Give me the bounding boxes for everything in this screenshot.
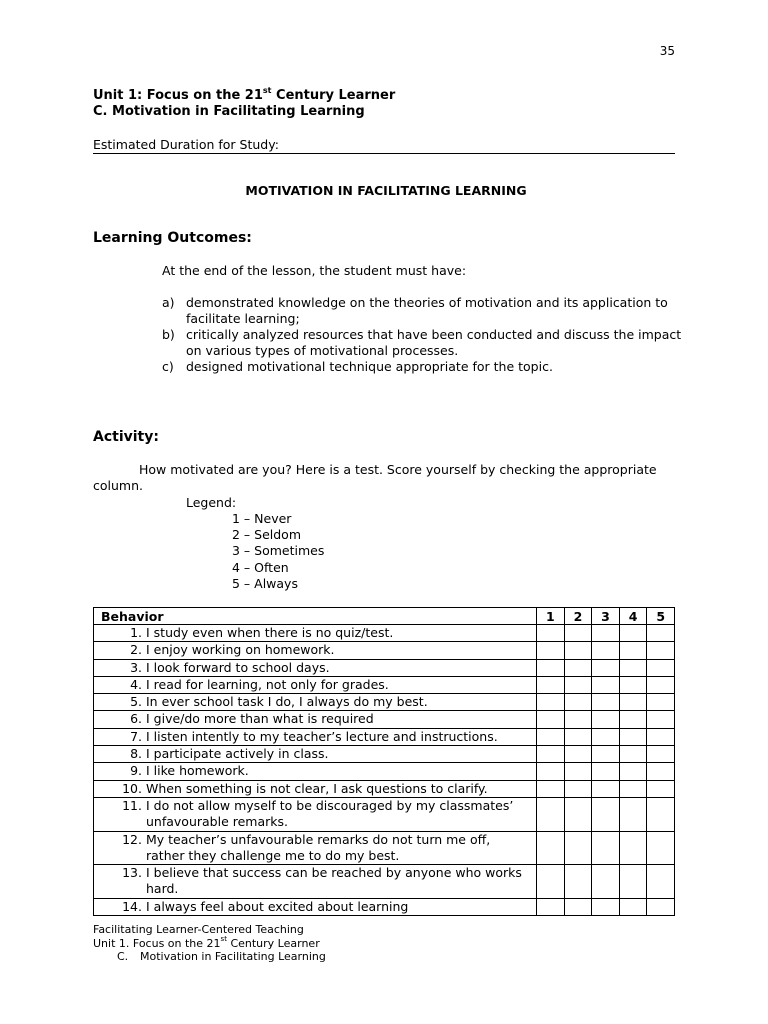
- behavior-cell: [94, 676, 537, 693]
- score-checkbox-cell[interactable]: [564, 898, 592, 915]
- score-checkbox-cell[interactable]: [592, 780, 620, 797]
- estimated-duration: Estimated Duration for Study:: [93, 137, 675, 154]
- behavior-text: I listen intently to my teacher’s lecture and instructions.: [146, 728, 498, 744]
- score-checkbox-cell[interactable]: [592, 746, 620, 763]
- table-header-row: [94, 608, 675, 625]
- behavior-cell: [94, 642, 537, 659]
- page-number: 35: [659, 44, 675, 58]
- score-checkbox-cell[interactable]: [619, 797, 647, 831]
- legend-list: [232, 511, 324, 592]
- outcome-text: designed motivational technique appropriate for the topic.: [186, 359, 553, 374]
- score-checkbox-cell[interactable]: [592, 898, 620, 915]
- behavior-cell: [94, 711, 537, 728]
- score-checkbox-cell[interactable]: [619, 865, 647, 899]
- behavior-cell: [94, 746, 537, 763]
- score-checkbox-cell[interactable]: [537, 659, 565, 676]
- score-checkbox-cell[interactable]: [647, 625, 675, 642]
- learning-outcomes-heading: Learning Outcomes:: [93, 230, 252, 246]
- score-checkbox-cell[interactable]: [592, 642, 620, 659]
- score-checkbox-cell[interactable]: [537, 865, 565, 899]
- table-row: [94, 728, 675, 745]
- behavior-number: 10.: [122, 780, 142, 796]
- behavior-number: 7.: [130, 728, 142, 744]
- score-checkbox-cell[interactable]: [564, 625, 592, 642]
- section-title: C. Motivation in Facilitating Learning: [93, 104, 365, 119]
- score-checkbox-cell[interactable]: [592, 865, 620, 899]
- learning-outcomes-list: [162, 295, 682, 375]
- outcome-marker: b): [162, 327, 175, 342]
- behavior-text: I enjoy working on homework.: [146, 642, 335, 658]
- score-checkbox-cell[interactable]: [619, 642, 647, 659]
- behavior-cell: [94, 797, 537, 831]
- score-checkbox-cell[interactable]: [647, 898, 675, 915]
- score-checkbox-cell[interactable]: [537, 676, 565, 693]
- score-checkbox-cell[interactable]: [592, 763, 620, 780]
- legend-item: 4 – Often: [232, 559, 289, 575]
- score-checkbox-cell[interactable]: [619, 746, 647, 763]
- score-checkbox-cell[interactable]: [592, 797, 620, 831]
- behavior-text: I read for learning, not only for grades.: [146, 676, 389, 692]
- score-checkbox-cell[interactable]: [619, 659, 647, 676]
- score-column-header: 5: [647, 608, 675, 625]
- behavior-cell: [94, 898, 537, 915]
- score-checkbox-cell[interactable]: [647, 659, 675, 676]
- score-checkbox-cell[interactable]: [537, 898, 565, 915]
- footer-section: C. Motivation in Facilitating Learning: [117, 950, 326, 963]
- score-column-header: 1: [537, 608, 565, 625]
- behavior-cell: [94, 831, 537, 865]
- score-checkbox-cell[interactable]: [619, 625, 647, 642]
- score-checkbox-cell[interactable]: [592, 831, 620, 865]
- score-checkbox-cell[interactable]: [537, 746, 565, 763]
- behavior-cell: [94, 763, 537, 780]
- score-checkbox-cell[interactable]: [619, 898, 647, 915]
- score-checkbox-cell[interactable]: [564, 865, 592, 899]
- behavior-text: My teacher’s unfavourable remarks do not turn me off, rather they challenge me to do my best.: [146, 831, 491, 863]
- table-row: [94, 642, 675, 659]
- score-checkbox-cell[interactable]: [537, 728, 565, 745]
- main-heading: MOTIVATION IN FACILITATING LEARNING: [245, 183, 527, 198]
- score-column-header: 3: [592, 608, 620, 625]
- behavior-column-header: Behavior: [94, 608, 537, 625]
- score-checkbox-cell[interactable]: [592, 659, 620, 676]
- page-footer: [93, 923, 326, 964]
- behavior-text: I believe that success can be reached by anyone who works hard.: [146, 865, 522, 897]
- behavior-cell: [94, 865, 537, 899]
- behavior-number: 1.: [130, 625, 142, 640]
- score-checkbox-cell[interactable]: [537, 694, 565, 711]
- score-checkbox-cell[interactable]: [537, 625, 565, 642]
- score-checkbox-cell[interactable]: [619, 780, 647, 797]
- score-checkbox-cell[interactable]: [564, 694, 592, 711]
- table-row: [94, 763, 675, 780]
- behavior-number: 4.: [130, 676, 142, 692]
- behavior-number: 6.: [130, 711, 142, 727]
- behavior-text: I participate actively in class.: [146, 746, 329, 762]
- legend-item: 2 – Seldom: [232, 527, 302, 543]
- behavior-text: I do not allow myself to be discouraged by my classmates’ unfavourable remarks.: [146, 797, 514, 830]
- table-row: [94, 797, 675, 831]
- legend-item: 1 – Never: [232, 511, 292, 526]
- score-checkbox-cell[interactable]: [647, 711, 675, 728]
- activity-heading: Activity:: [93, 429, 159, 445]
- score-checkbox-cell[interactable]: [564, 746, 592, 763]
- score-checkbox-cell[interactable]: [619, 763, 647, 780]
- legend-item: 3 – Sometimes: [232, 543, 325, 559]
- behavior-cell: [94, 659, 537, 676]
- score-checkbox-cell[interactable]: [647, 746, 675, 763]
- table-row: [94, 625, 675, 642]
- table-row: [94, 659, 675, 676]
- table-row: [94, 711, 675, 728]
- score-checkbox-cell[interactable]: [537, 831, 565, 865]
- table-row: [94, 746, 675, 763]
- score-checkbox-cell[interactable]: [619, 831, 647, 865]
- table-row: [94, 694, 675, 711]
- score-column-header: 4: [619, 608, 647, 625]
- score-checkbox-cell[interactable]: [564, 676, 592, 693]
- behavior-text: I always feel about excited about learning: [146, 898, 409, 914]
- learning-outcomes-intro: At the end of the lesson, the student must have:: [162, 263, 467, 278]
- score-checkbox-cell[interactable]: [564, 659, 592, 676]
- outcome-item: [162, 295, 682, 327]
- unit-title: Unit 1: Focus on the 21st Century Learner: [93, 85, 396, 103]
- behavior-cell: [94, 780, 537, 797]
- score-checkbox-cell[interactable]: [647, 642, 675, 659]
- score-checkbox-cell[interactable]: [619, 694, 647, 711]
- score-checkbox-cell[interactable]: [647, 676, 675, 693]
- behavior-number: 3.: [130, 659, 142, 675]
- score-checkbox-cell[interactable]: [647, 728, 675, 745]
- behavior-number: 14.: [122, 898, 142, 914]
- table-row: [94, 865, 675, 899]
- outcome-marker: a): [162, 295, 175, 310]
- score-checkbox-cell[interactable]: [647, 694, 675, 711]
- score-checkbox-cell[interactable]: [592, 694, 620, 711]
- legend-item: 5 – Always: [232, 575, 298, 591]
- score-checkbox-cell[interactable]: [564, 780, 592, 797]
- score-checkbox-cell[interactable]: [537, 763, 565, 780]
- score-checkbox-cell[interactable]: [647, 780, 675, 797]
- table-row: [94, 780, 675, 797]
- score-checkbox-cell[interactable]: [619, 676, 647, 693]
- score-checkbox-cell[interactable]: [647, 865, 675, 899]
- activity-instructions: How motivated are you? Here is a test. Score yourself by checking the appropriate column.: [93, 462, 657, 493]
- score-checkbox-cell[interactable]: [619, 728, 647, 745]
- behavior-number: 11.: [122, 797, 142, 813]
- behavior-text: When something is not clear, I ask questions to clarify.: [146, 780, 488, 796]
- behavior-number: 2.: [130, 642, 142, 658]
- score-checkbox-cell[interactable]: [647, 831, 675, 865]
- behavior-cell: [94, 728, 537, 745]
- legend-title: Legend:: [186, 495, 237, 510]
- score-checkbox-cell[interactable]: [592, 711, 620, 728]
- outcome-text: critically analyzed resources that have been conducted and discuss the impact on various types of motivational processes.: [186, 327, 682, 358]
- behavior-text: I study even when there is no quiz/test.: [146, 625, 394, 640]
- score-checkbox-cell[interactable]: [592, 728, 620, 745]
- score-checkbox-cell[interactable]: [647, 763, 675, 780]
- footer-course-title: Facilitating Learner-Centered Teaching: [93, 923, 304, 936]
- behavior-text: In ever school task I do, I always do my best.: [146, 694, 428, 710]
- footer-unit: Unit 1. Focus on the 21st Century Learner: [93, 934, 320, 950]
- score-checkbox-cell[interactable]: [537, 711, 565, 728]
- behavior-number: 12.: [122, 831, 142, 847]
- score-checkbox-cell[interactable]: [564, 711, 592, 728]
- score-checkbox-cell[interactable]: [647, 797, 675, 831]
- behavior-cell: [94, 625, 537, 642]
- score-checkbox-cell[interactable]: [564, 642, 592, 659]
- score-checkbox-cell[interactable]: [564, 728, 592, 745]
- behavior-number: 8.: [130, 746, 142, 762]
- behavior-text: I give/do more than what is required: [146, 711, 374, 727]
- score-checkbox-cell[interactable]: [564, 831, 592, 865]
- score-checkbox-cell[interactable]: [619, 711, 647, 728]
- score-column-header: 2: [564, 608, 592, 625]
- outcome-item: [162, 359, 682, 375]
- motivation-survey-table: [93, 607, 675, 916]
- outcome-text: demonstrated knowledge on the theories of motivation and its application to facilitate learning;: [186, 295, 668, 326]
- score-checkbox-cell[interactable]: [564, 763, 592, 780]
- behavior-number: 5.: [130, 694, 142, 710]
- score-checkbox-cell[interactable]: [592, 625, 620, 642]
- score-checkbox-cell[interactable]: [564, 797, 592, 831]
- score-checkbox-cell[interactable]: [537, 780, 565, 797]
- behavior-text: I like homework.: [146, 763, 249, 779]
- behavior-text: I look forward to school days.: [146, 659, 330, 675]
- table-row: [94, 898, 675, 915]
- table-row: [94, 831, 675, 865]
- outcome-item: [162, 327, 682, 359]
- behavior-number: 13.: [122, 865, 142, 881]
- behavior-number: 9.: [130, 763, 142, 779]
- outcome-marker: c): [162, 359, 174, 374]
- score-checkbox-cell[interactable]: [537, 642, 565, 659]
- score-checkbox-cell[interactable]: [592, 676, 620, 693]
- score-checkbox-cell[interactable]: [537, 797, 565, 831]
- behavior-cell: [94, 694, 537, 711]
- table-row: [94, 676, 675, 693]
